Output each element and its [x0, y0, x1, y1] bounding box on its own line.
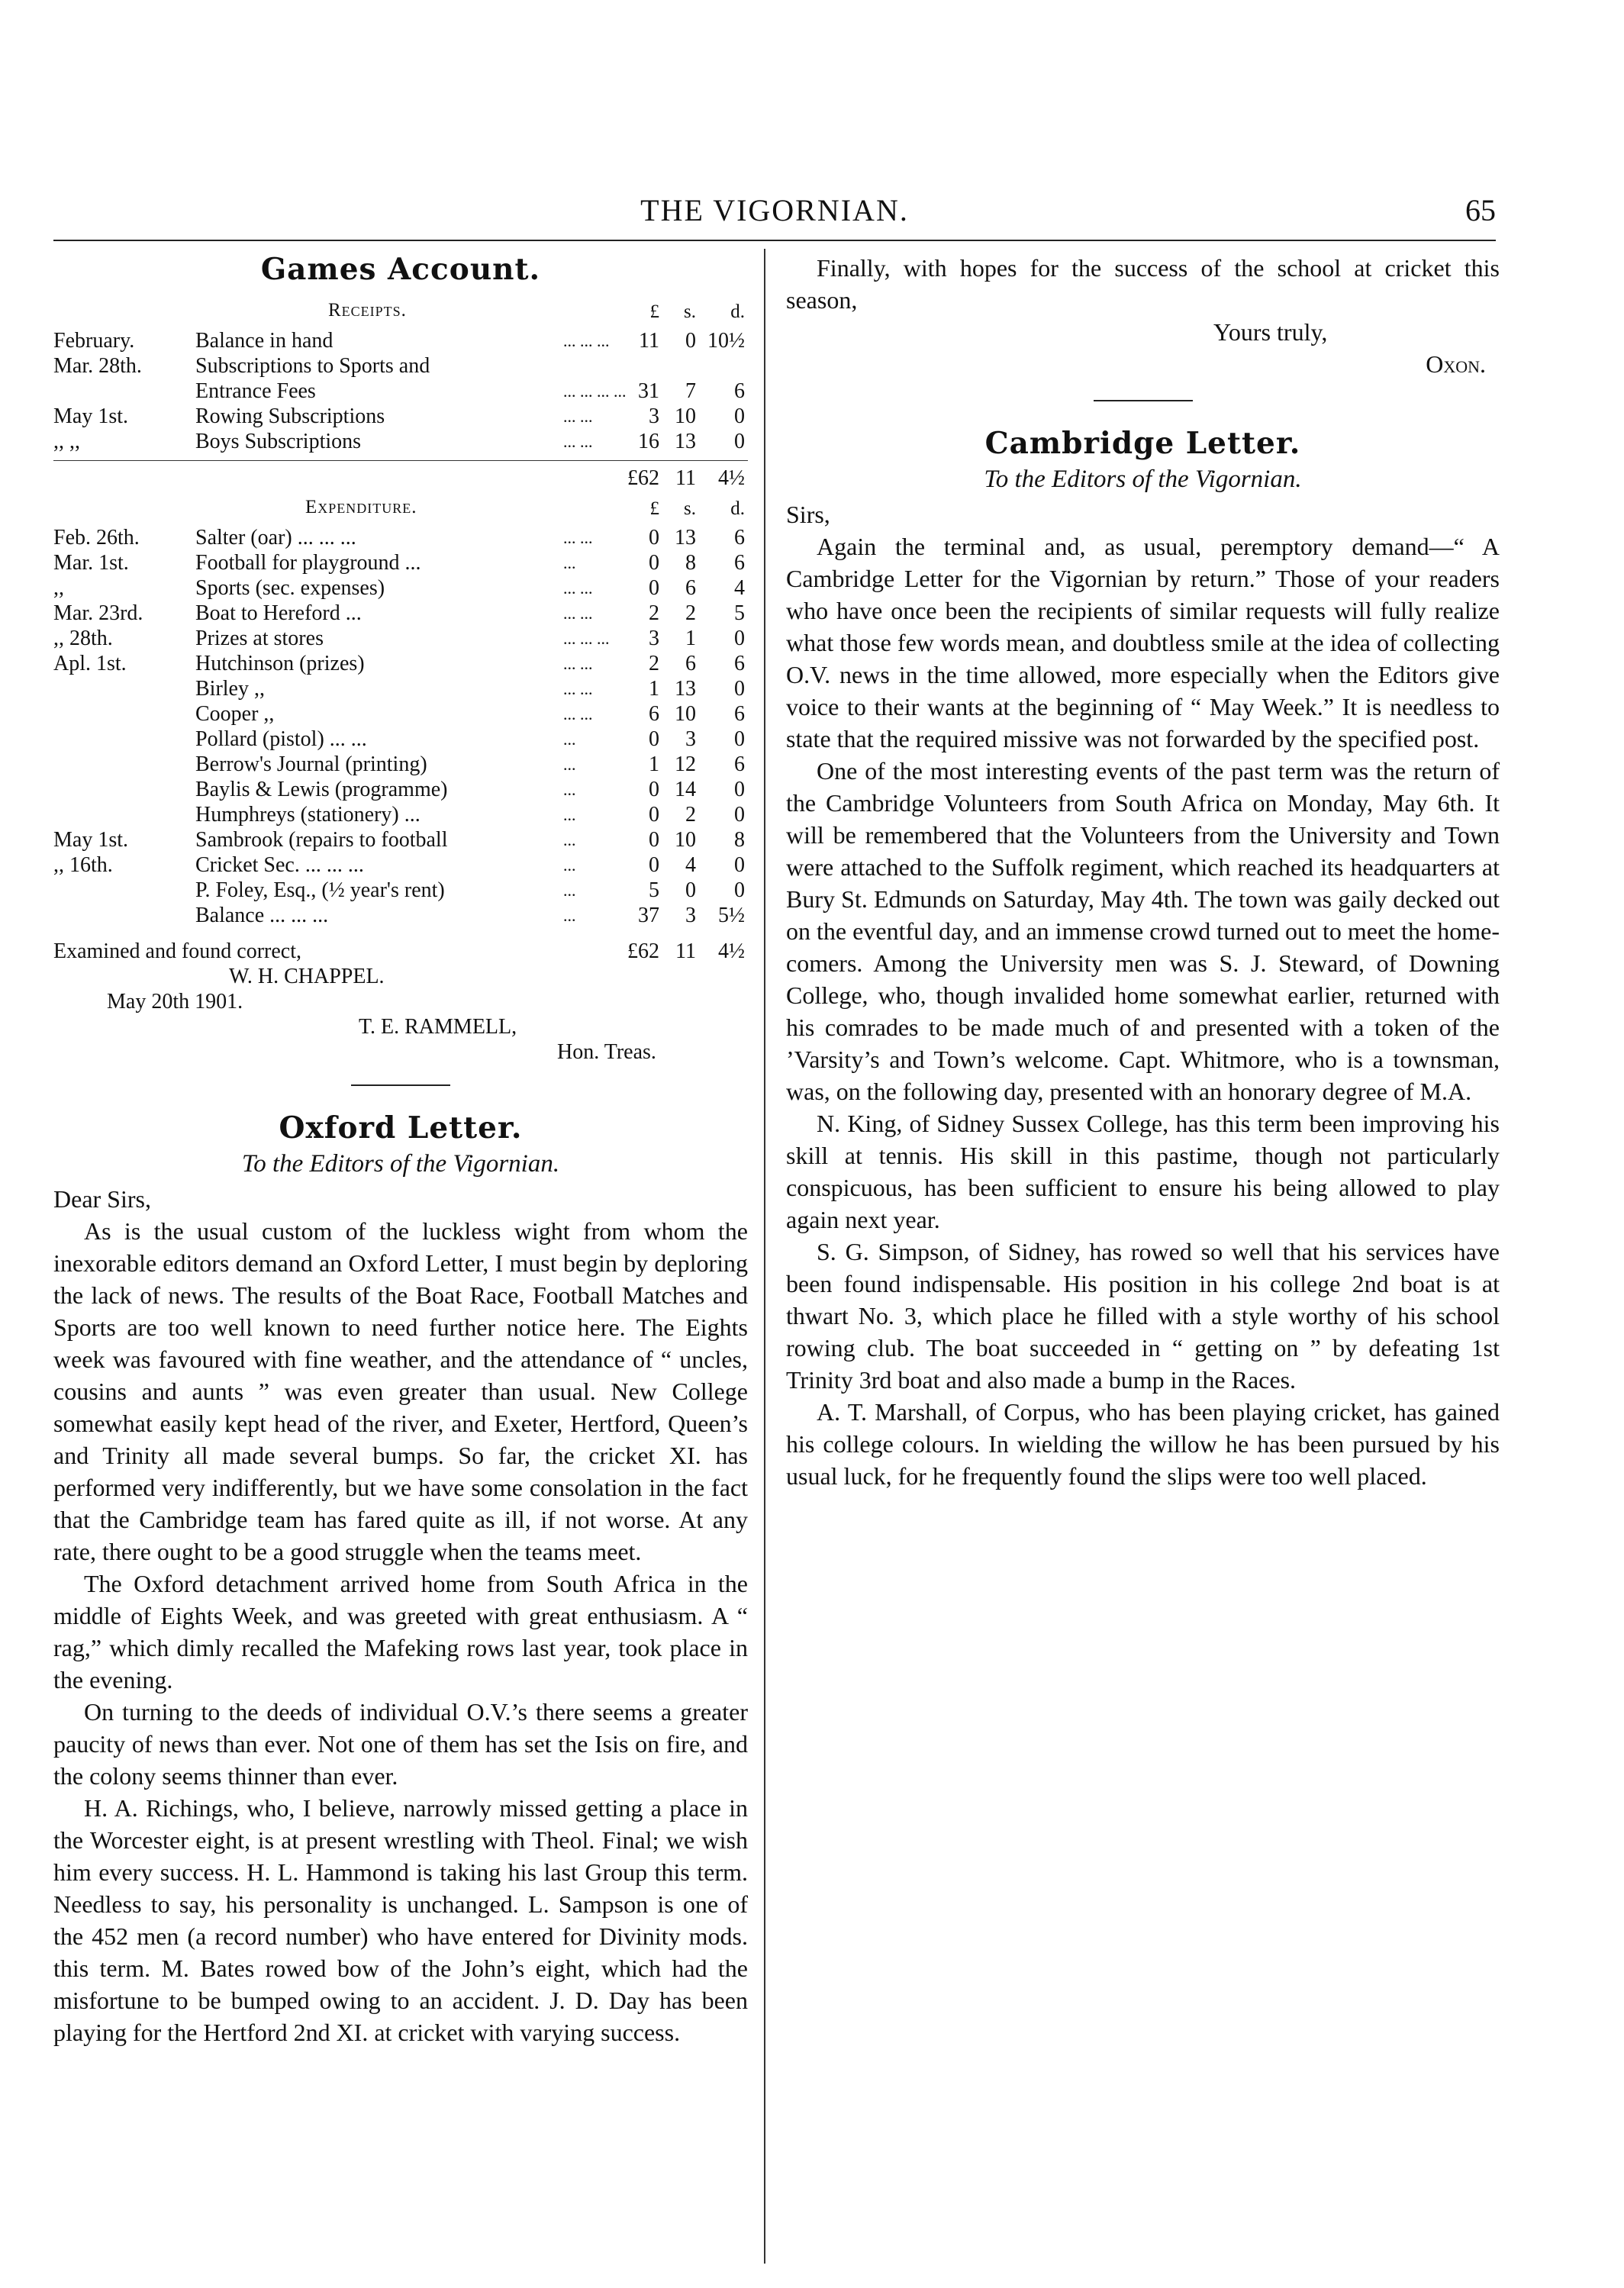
row-leader-dots: ... ... ... ... [563, 382, 627, 401]
row-description: P. Foley, Esq., (½ year's rent) [195, 878, 445, 902]
auditor-line [53, 964, 748, 989]
auditor-name: W. H. CHAPPEL. [229, 965, 385, 988]
row-description: Cooper ,, [195, 702, 275, 726]
row-pence: 6 [734, 551, 745, 575]
row-pence: 8 [734, 828, 745, 852]
row-shillings: 13 [675, 430, 696, 453]
row-shillings: 6 [685, 576, 696, 600]
row-leader-dots: ... ... ... [563, 331, 610, 350]
row-shillings: 3 [685, 727, 696, 751]
treasurer-name: T. E. RAMMELL, [359, 1015, 517, 1039]
expenditure-rows [53, 525, 748, 928]
expenditure-row [53, 701, 748, 727]
row-pence: 0 [734, 627, 745, 650]
expenditure-heading: Expenditure. [305, 497, 417, 517]
expenditure-row [53, 727, 748, 752]
row-description: Football for playground ... [195, 551, 421, 575]
row-pounds: 0 [649, 853, 659, 877]
expenditure-row [53, 878, 748, 903]
oxford-signoff [786, 316, 1500, 380]
account-date: May 20th 1901. [107, 990, 243, 1013]
row-description: Subscriptions to Sports and [195, 354, 430, 378]
expenditure-row [53, 601, 748, 626]
currency-shillings: s. [684, 301, 696, 322]
grand-total-shillings: 11 [675, 939, 696, 963]
expenditure-row [53, 752, 748, 777]
row-shillings: 12 [675, 752, 696, 776]
cambridge-paragraph-3: N. King, of Sidney Sussex College, has this term been improving his skill at tennis. His skill in this pastime, though not particularly conspicuous, has been sufficient to ensure his being allowed to play again next year. [786, 1110, 1500, 1233]
row-pounds: 0 [649, 576, 659, 600]
row-description: Balance ... ... ... [195, 904, 329, 927]
expenditure-row [53, 525, 748, 550]
row-pence: 4 [734, 576, 745, 600]
row-date: Mar. 23rd. [53, 601, 143, 625]
row-shillings: 10 [675, 404, 696, 428]
row-date: February. [53, 329, 135, 353]
row-pounds: 1 [649, 752, 659, 776]
row-shillings: 3 [685, 904, 696, 927]
row-description: Baylis & Lewis (programme) [195, 778, 448, 801]
row-leader-dots: ... [563, 906, 576, 925]
expenditure-row [53, 651, 748, 676]
row-pounds: 0 [649, 526, 659, 549]
treasurer-role: Hon. Treas. [557, 1040, 656, 1064]
receipt-row [53, 379, 748, 404]
total-pence: 4½ [718, 466, 745, 490]
oxford-paragraph-3: On turning to the deeds of individual O.V.’s there seems a greater paucity of news than ever. Not one of them has set the Isis on fire, and the colony seems thinner than ever. [53, 1698, 748, 1790]
expenditure-row [53, 626, 748, 651]
row-date: ,, 16th. [53, 853, 113, 877]
row-pence: 0 [734, 853, 745, 877]
expenditure-row [53, 676, 748, 701]
row-pence: 0 [734, 803, 745, 827]
cambridge-paragraph-4: S. G. Simpson, of Sidney, has rowed so well that his services have been found indispensable. His position in his college 2nd boat is at thwart No. 3, which place he filled with a style worthy of his school rowing club. The boat succeeded in “ getting on ” by defeating 1st Trinity 3rd boat and also made a bump in the Races. [786, 1238, 1500, 1394]
treasurer-role-line [53, 1039, 748, 1065]
row-date: Mar. 1st. [53, 551, 129, 575]
row-shillings: 1 [685, 627, 696, 650]
expenditure-row [53, 575, 748, 601]
page-number: 65 [1465, 193, 1496, 227]
expenditure-row [53, 802, 748, 827]
currency-pence: d. [730, 498, 745, 519]
receipt-row [53, 328, 748, 353]
row-date: ,, ,, [53, 430, 80, 453]
cambridge-paragraph-2: One of the most interesting events of the past term was the return of the Cambridge Volunteers from South Africa on Monday, May 6th. It will be remembered that the Volunteers from the University and Town were attached to the Suffolk regiment, which reached its headquarters at Bury St. Edmunds on Saturday, May 4th. The town was gaily decked out on the eventful day, and an immense crowd turned out to meet the home-comers. Among the University men was S. J. Steward, of Downing College, who, though invalided home somewhat earlier, returned with his comrades to be made much of and presented with a token of the ’Varsity’s and Town’s welcome. Capt. Whitmore, who is a townsman, was, on the following day, presented with an honorary degree of M.A. [786, 757, 1500, 1105]
row-description: Sports (sec. expenses) [195, 576, 385, 600]
row-pounds: 5 [649, 878, 659, 902]
row-pounds: 2 [649, 601, 659, 625]
row-leader-dots: ... [563, 881, 576, 900]
total-pounds: £62 [627, 466, 659, 490]
oxford-closing: Yours truly, [1213, 318, 1328, 346]
row-leader-dots: ... [563, 755, 576, 774]
row-pence: 6 [734, 752, 745, 776]
oxford-letter-subtitle: To the Editors of the Vigornian. [241, 1150, 560, 1178]
row-pounds: 0 [649, 551, 659, 575]
grand-total-pence: 4½ [718, 939, 745, 963]
row-leader-dots: ... [563, 730, 576, 749]
row-description: Humphreys (stationery) ... [195, 803, 420, 827]
row-shillings: 6 [685, 652, 696, 675]
expenditure-row [53, 777, 748, 802]
row-pence: 5½ [718, 904, 745, 927]
row-leader-dots: ... ... [563, 407, 593, 426]
row-shillings: 8 [685, 551, 696, 575]
total-shillings: 11 [675, 466, 696, 490]
row-date: ,, [53, 576, 64, 600]
row-description: Boys Subscriptions [195, 430, 362, 453]
row-pounds: 0 [649, 778, 659, 801]
oxford-paragraph-2: The Oxford detachment arrived home from South Africa in the middle of Eights Week, and was greeted with great enthusiasm. A “ rag,” which dimly recalled the Mafeking rows last year, took place in the evening. [53, 1570, 748, 1693]
row-shillings: 7 [685, 379, 696, 403]
row-leader-dots: ... ... [563, 704, 593, 723]
right-column [786, 252, 1500, 1492]
section-divider [351, 1084, 450, 1086]
receipt-row [53, 353, 748, 379]
cambridge-letter-title: Cambridge Letter. [984, 426, 1301, 461]
row-pence: 0 [734, 404, 745, 428]
row-shillings: 0 [685, 329, 696, 353]
row-description: Pollard (pistol) ... ... [195, 727, 367, 751]
oxford-signature: Oxon. [1426, 350, 1486, 378]
date-line [53, 989, 748, 1014]
cambridge-letter-salutation: Sirs, [786, 501, 830, 528]
row-pounds: 0 [649, 828, 659, 852]
row-description: Entrance Fees [195, 379, 316, 403]
examined-text: Examined and found correct, [53, 939, 301, 963]
row-pounds: 0 [649, 727, 659, 751]
running-head [53, 189, 1496, 235]
row-date: Mar. 28th. [53, 354, 142, 378]
row-description: Cricket Sec. ... ... ... [195, 853, 364, 877]
row-leader-dots: ... ... [563, 528, 593, 547]
oxford-letter-salutation: Dear Sirs, [53, 1185, 151, 1213]
row-date: Apl. 1st. [53, 652, 127, 675]
row-leader-dots: ... ... [563, 679, 593, 698]
row-leader-dots: ... [563, 780, 576, 799]
oxford-letter-continued [786, 252, 1500, 380]
row-shillings: 4 [685, 853, 696, 877]
oxford-paragraph-1: As is the usual custom of the luckless wight from whom the inexorable editors demand an Oxford Letter, I must begin by deploring the lack of news. The results of the Boat Race, Football Matches and Sports are too well known to need further notice here. The Eights week was favoured with fine weather, and the attendance of “ uncles, cousins and aunts ” was even greater than usual. New College somewhat easily kept head of the river, and Exeter, Hertford, Queen’s and Trinity all made several bumps. So far, the cricket XI. has performed very indifferently, but we have some consolation in the fact that the Cambridge team has fared quite as ill, if not worse. At any rate, there ought to be a good struggle when the teams meet. [53, 1217, 748, 1565]
row-shillings: 13 [675, 526, 696, 549]
cambridge-paragraph-5: A. T. Marshall, of Corpus, who has been playing cricket, has gained his college colours. In wielding the willow he has been pursued by his usual luck, for he frequently found the slips were too well placed. [786, 1398, 1500, 1490]
cambridge-letter-subtitle: To the Editors of the Vigornian. [984, 466, 1302, 493]
section-divider [1094, 400, 1193, 401]
row-pence: 0 [734, 727, 745, 751]
row-date: ,, 28th. [53, 627, 113, 650]
games-account-title: Games Account. [260, 252, 541, 287]
row-pence: 6 [734, 702, 745, 726]
row-description: Hutchinson (prizes) [195, 652, 365, 675]
left-column [53, 252, 748, 2048]
expenditure-row [53, 827, 748, 852]
row-pounds: 11 [639, 329, 659, 353]
header-rule [53, 240, 1496, 241]
expenditure-row [53, 550, 748, 575]
receipts-header [53, 298, 748, 328]
row-description: Salter (oar) ... ... ... [195, 526, 356, 549]
row-pence: 0 [734, 778, 745, 801]
row-pence: 0 [734, 430, 745, 453]
row-leader-dots: ... ... [563, 604, 593, 623]
row-pence: 6 [734, 652, 745, 675]
games-account-table [53, 298, 748, 1065]
row-pence: 6 [734, 526, 745, 549]
row-date: Feb. 26th. [53, 526, 140, 549]
row-shillings: 10 [675, 828, 696, 852]
examined-line [53, 939, 748, 964]
receipts-heading: Receipts. [328, 300, 407, 321]
row-description: Berrow's Journal (printing) [195, 752, 427, 776]
row-leader-dots: ... ... ... [563, 629, 610, 648]
row-pounds: 6 [649, 702, 659, 726]
row-pence: 6 [734, 379, 745, 403]
games-account-section [53, 252, 748, 1065]
row-shillings: 10 [675, 702, 696, 726]
row-pence: 0 [734, 677, 745, 701]
row-description: Birley ,, [195, 677, 265, 701]
row-leader-dots: ... [563, 805, 576, 824]
cambridge-paragraph-1: Again the terminal and, as usual, peremptory demand—“ A Cambridge Letter for the Vigornian by return.” Those of your readers who have once been the recipients of similar requests will fully realize what those few words mean, and doubtless smile at the idea of collecting O.V. news in the time allowed, more especially when the Editors give voice to their wants at the beginning of “ May Week.” It is needless to state that the required missive was not forwarded by the specified post. [786, 533, 1500, 752]
grand-total-pounds: £62 [627, 939, 659, 963]
row-pounds: 2 [649, 652, 659, 675]
row-description: Balance in hand [195, 329, 334, 353]
row-description: Prizes at stores [195, 627, 324, 650]
row-description: Sambrook (repairs to football [195, 828, 448, 852]
journal-title: THE VIGORNIAN. [640, 193, 909, 227]
row-pence: 5 [734, 601, 745, 625]
currency-shillings: s. [684, 498, 696, 519]
row-shillings: 2 [685, 601, 696, 625]
receipt-row [53, 429, 748, 454]
currency-pence: d. [730, 301, 745, 322]
row-pence: 10½ [707, 329, 745, 353]
row-leader-dots: ... [563, 856, 576, 875]
cambridge-letter-section [786, 426, 1500, 1492]
row-pounds: 3 [649, 404, 659, 428]
column-divider [764, 249, 765, 2264]
receipts-total [53, 460, 748, 495]
row-pounds: 3 [649, 627, 659, 650]
oxford-letter-section [53, 1110, 748, 2048]
row-date: May 1st. [53, 404, 128, 428]
row-description: Boat to Hereford ... [195, 601, 362, 625]
receipts-rows [53, 328, 748, 454]
row-leader-dots: ... [563, 553, 576, 572]
row-shillings: 14 [675, 778, 696, 801]
expenditure-header [53, 495, 748, 525]
currency-pounds: £ [649, 301, 659, 322]
row-leader-dots: ... ... [563, 432, 593, 451]
row-leader-dots: ... [563, 830, 576, 849]
row-date: May 1st. [53, 828, 128, 852]
row-pounds: 37 [638, 904, 659, 927]
row-pence: 0 [734, 878, 745, 902]
row-leader-dots: ... ... [563, 654, 593, 673]
receipt-row [53, 404, 748, 429]
row-pounds: 31 [638, 379, 659, 403]
row-pounds: 16 [638, 430, 659, 453]
oxford-paragraph-5: Finally, with hopes for the success of the school at cricket this season, [786, 254, 1500, 314]
row-pounds: 0 [649, 803, 659, 827]
row-shillings: 13 [675, 677, 696, 701]
row-pounds: 1 [649, 677, 659, 701]
currency-pounds: £ [649, 498, 659, 519]
row-shillings: 2 [685, 803, 696, 827]
treasurer-line [53, 1014, 748, 1039]
row-leader-dots: ... ... [563, 578, 593, 598]
expenditure-row [53, 852, 748, 878]
expenditure-row [53, 903, 748, 928]
oxford-letter-title: Oxford Letter. [279, 1110, 523, 1146]
row-description: Rowing Subscriptions [195, 404, 385, 428]
oxford-paragraph-4: H. A. Richings, who, I believe, narrowly missed getting a place in the Worcester eight, is at present wrestling with Theol. Final; we wish him every success. H. L. Hammond is taking his last Group this term. Needless to say, his personality is unchanged. L. Sampson is one of the 452 men (a record number) who have entered for Divinity mods. this term. M. Bates rowed bow of the John’s eight, which had the misfortune to be bumped owing to an accident. J. D. Day has been playing for the Hertford 2nd XI. at cricket with varying success. [53, 1794, 748, 2046]
row-shillings: 0 [685, 878, 696, 902]
